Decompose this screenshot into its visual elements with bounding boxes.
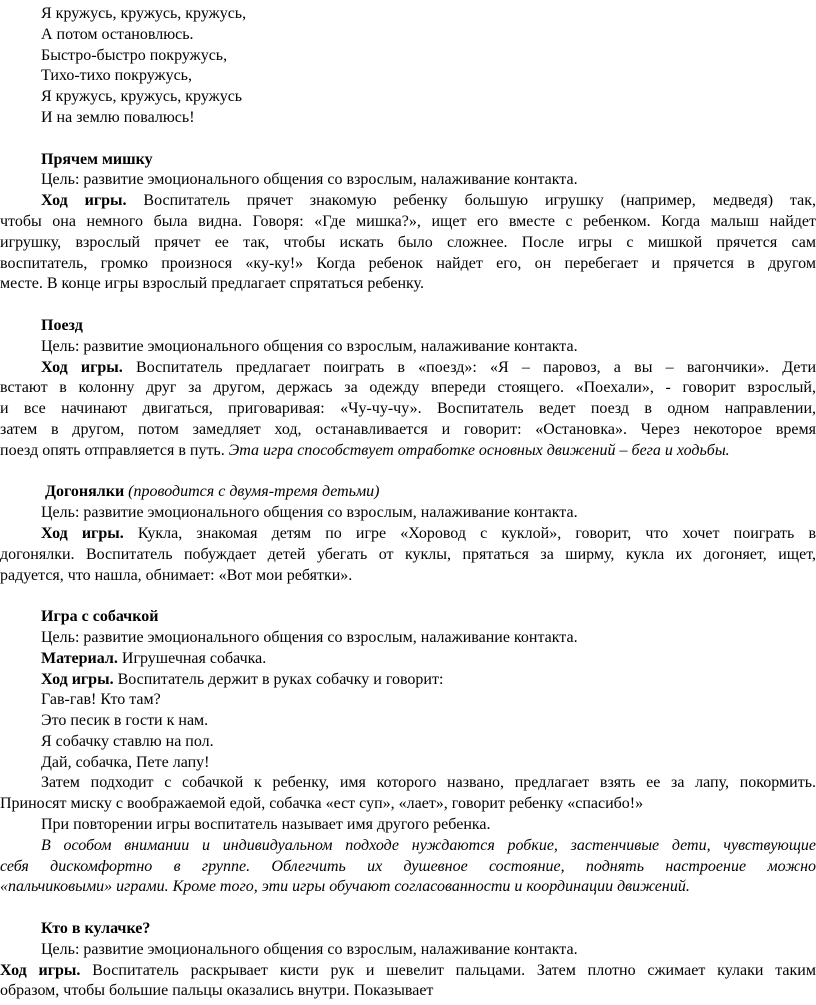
section-goal: Цель: развитие эмоционального общения со взрослым, налаживание контакта. [41,337,578,355]
section-paragraph: чтобы она немного была видна. Говоря: «Где мишка?», ищет его вместе с ребенком. Когда малыш найдет [0,212,816,230]
poem-line: Быстро-быстро покружусь, [41,46,228,64]
section-paragraph: Ход игры. Воспитатель держит в руках собачку и говорит: [41,670,444,688]
section-goal: Цель: развитие эмоционального общения со взрослым, налаживание контакта. [41,504,578,522]
italic-note: «пальчиковыми» играми. Кроме того, эти игры обучают согласованности и координации движений. [0,878,690,896]
section-train [0,316,816,462]
poem-line: А потом остановлюсь. [41,25,194,43]
spacer [0,462,816,483]
section-paragraph: радуется, что нашла, обнимает: «Вот мои ребятки». [0,566,353,584]
spacer [0,586,816,607]
section-tag [0,482,816,586]
section-title: Поезд [41,316,83,334]
section-hide-bear [0,150,816,296]
poem-line: Тихо-тихо покружусь, [41,67,192,85]
section-title: Догонялки (проводится с двумя-тремя детьми) [45,483,380,501]
section-paragraph: и все начинают двигаться, приговаривая: «Чу-чу-чу». Воспитатель ведет поезд в одном направлении, [0,400,816,418]
section-paragraph: затем в другом, потом замедляет ход, останавливается и говорит: «Остановка». Через некоторое время [0,420,816,438]
spacer [0,129,816,150]
section-goal: Цель: развитие эмоционального общения со взрослым, налаживание контакта. [41,628,578,646]
section-paragraph: образом, чтобы большие пальцы оказались внутри. Показывает [0,982,434,1000]
section-paragraph: встают в колонну друг за другом, держась за одежду впереди стоящего. «Поехали», - говорит взрослый, [0,379,816,397]
section-title: Кто в кулачке? [41,920,151,938]
poem-line: И на землю повалюсь! [41,108,195,126]
poem-line: Я кружусь, кружусь, кружусь [41,88,243,106]
spacer [0,898,816,919]
section-title: Прячем мишку [41,150,153,168]
italic-note: себя дискомфортно в группе. Облегчить их душевное состояние, поднять настроение можно [0,857,816,875]
document-page [0,4,816,1002]
section-title: Игра с собачкой [41,608,159,626]
section-dog-game [0,607,816,898]
section-paragraph: месте. В конце игры взрослый предлагает спрятаться ребенку. [0,275,424,293]
section-paragraph: Приносят миску с воображаемой едой, собачка «ест суп», «лает», говорит ребенку «спасибо!» [0,795,644,813]
section-paragraph: При повторении игры воспитатель называет имя другого ребенка. [41,816,491,834]
section-paragraph: воспитатель, громко произнося «ку-ку!» Когда ребенок найдет его, он перебегает и прячется в другом [0,254,816,272]
poem-line: Я кружусь, кружусь, кружусь, [41,5,247,22]
verse-line: Гав-гав! Кто там? [41,691,161,709]
section-paragraph: Ход игры. Кукла, знакомая детям по игре «Хоровод с куклой», говорит, что хочет поиграть в [41,524,816,542]
section-paragraph: Затем подходит с собачкой к ребенку, имя которого названо, предлагает взять ее за лапу, покормить. [41,774,816,792]
verse-line: Дай, собачка, Пете лапу! [41,753,210,771]
spacer [0,295,816,316]
verse-line: Это песик в гости к нам. [41,712,209,730]
section-who-in-fist [0,919,816,1002]
section-paragraph: игрушку, взрослый прячет ее так, чтобы искать было сложнее. После игры с мишкой прячется сам [0,233,816,251]
section-paragraph: поезд опять отправляется в путь. Эта игра способствует отработке основных движений – бега и ходьбы. [0,441,730,459]
section-material: Материал. Игрушечная собачка. [41,649,267,667]
section-goal: Цель: развитие эмоционального общения со взрослым, налаживание контакта. [41,171,578,189]
verse-line: Я собачку ставлю на пол. [41,732,214,750]
section-paragraph: Ход игры. Воспитатель предлагает поиграть в «поезд»: «Я – паровоз, а вы – вагончики». Дети [41,358,816,376]
section-paragraph: Ход игры. Воспитатель прячет знакомую ребенку большую игрушку (например, медведя) так, [41,192,816,210]
section-goal: Цель: развитие эмоционального общения со взрослым, налаживание контакта. [41,940,578,958]
section-paragraph: догонялки. Воспитатель побуждает детей убегать от куклы, прятаться за ширму, кукла их догоняет, ищет, [0,545,816,563]
section-paragraph: Ход игры. Воспитатель раскрывает кисти рук и шевелит пальцами. Затем плотно сжимает кулаки таким [0,961,816,979]
italic-note: В особом внимании и индивидуальном подходе нуждаются робкие, застенчивые дети, чувствующие [41,836,816,854]
poem [0,4,816,129]
